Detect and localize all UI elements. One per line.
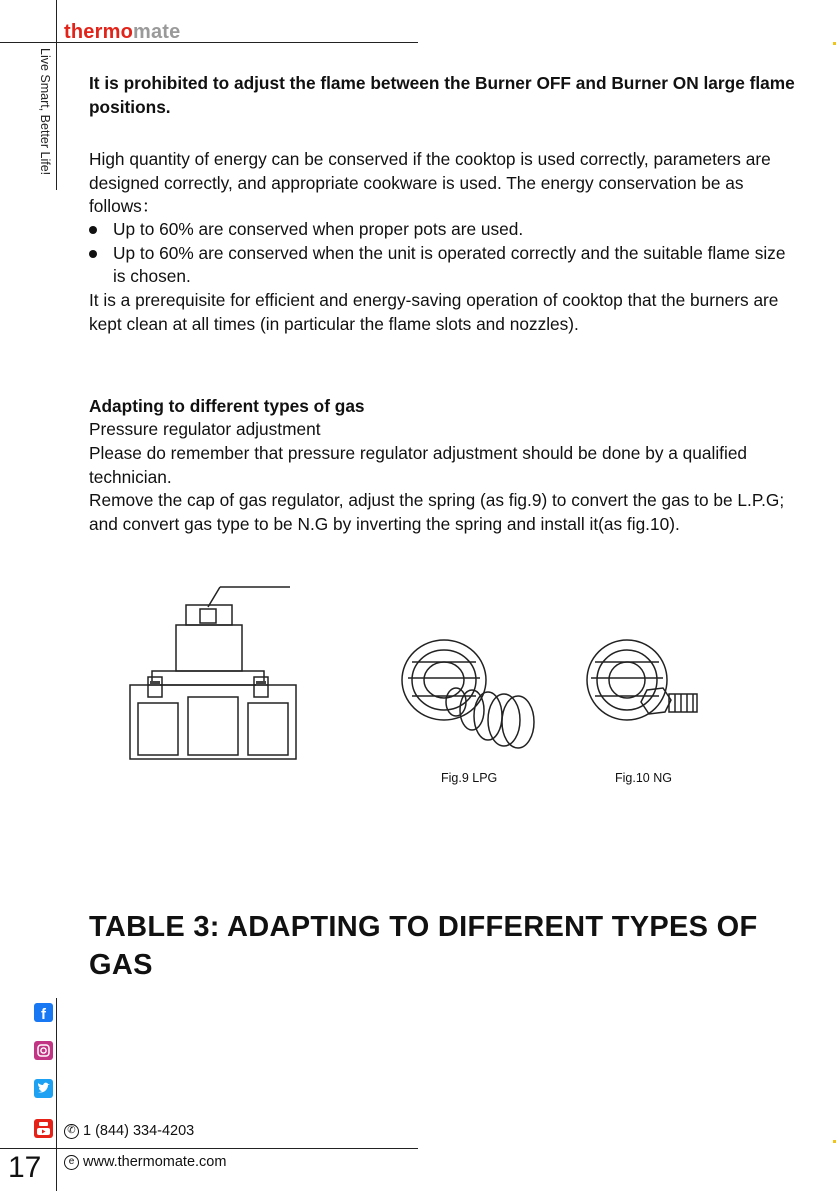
instagram-icon[interactable] (34, 1041, 53, 1060)
margin-rule-top (56, 0, 57, 190)
website-link[interactable] (64, 1154, 226, 1170)
fig10-caption: Fig.10 NG (615, 771, 672, 785)
page-number: 17 (8, 1151, 42, 1184)
fig9-lpg-spring-illustration (398, 632, 538, 750)
twitter-icon[interactable] (34, 1079, 53, 1098)
edge-mark (833, 42, 836, 45)
energy-intro: High quantity of energy can be conserved if the cooktop is used correctly, parameters are designed correctly, and appropriate cookware is used. The energy conservation be as follows： (89, 149, 771, 216)
phone-contact[interactable] (64, 1123, 194, 1139)
website-url: www.thermomate.com (83, 1154, 227, 1170)
margin-rule-bottom (56, 998, 57, 1191)
cleaning-prerequisite: It is a prerequisite for efficient and energy-saving operation of cooktop that the burners are kept clean at all times (in particular the flame slots and nozzles). (89, 290, 779, 334)
list-item: Up to 60% are conserved when proper pots are used. (89, 218, 799, 242)
svg-text:f: f (41, 1006, 46, 1022)
gas-regulator-illustration (128, 585, 298, 765)
table-title: TABLE 3: ADAPTING TO DIFFERENT TYPES OF GAS (89, 911, 758, 981)
flame-warning: It is prohibited to adjust the flame between the Burner OFF and Burner ON large flame positions. (89, 73, 795, 117)
section-subheading: Pressure regulator adjustment (89, 419, 321, 439)
brand-logo: thermomate (64, 21, 181, 43)
phone-number: 1 (844) 334-4203 (83, 1123, 195, 1139)
list-item: Up to 60% are conserved when the unit is operated correctly and the suitable flame size is chosen. (89, 242, 799, 289)
conversion-instructions: Remove the cap of gas regulator, adjust the spring (as fig.9) to convert the gas to be L.P.G; and convert gas type to be N.G by inverting the spring and install it(as fig.10). (89, 490, 785, 534)
phone-icon: ✆ (64, 1124, 79, 1139)
footer-rule (0, 1148, 418, 1149)
edge-mark (833, 1140, 836, 1143)
globe-icon: e (64, 1155, 79, 1170)
energy-bullet-list (89, 218, 799, 289)
technician-note: Please do remember that pressure regulator adjustment should be done by a qualified technician. (89, 443, 748, 487)
fig9-caption: Fig.9 LPG (441, 771, 498, 785)
header-rule (0, 42, 418, 43)
section-heading: Adapting to different types of gas (89, 396, 365, 416)
youtube-icon[interactable] (34, 1119, 53, 1138)
tagline: Live Smart, Better Life! (38, 48, 52, 176)
facebook-icon[interactable] (34, 1003, 53, 1022)
fig10-ng-spring-illustration (585, 632, 705, 750)
